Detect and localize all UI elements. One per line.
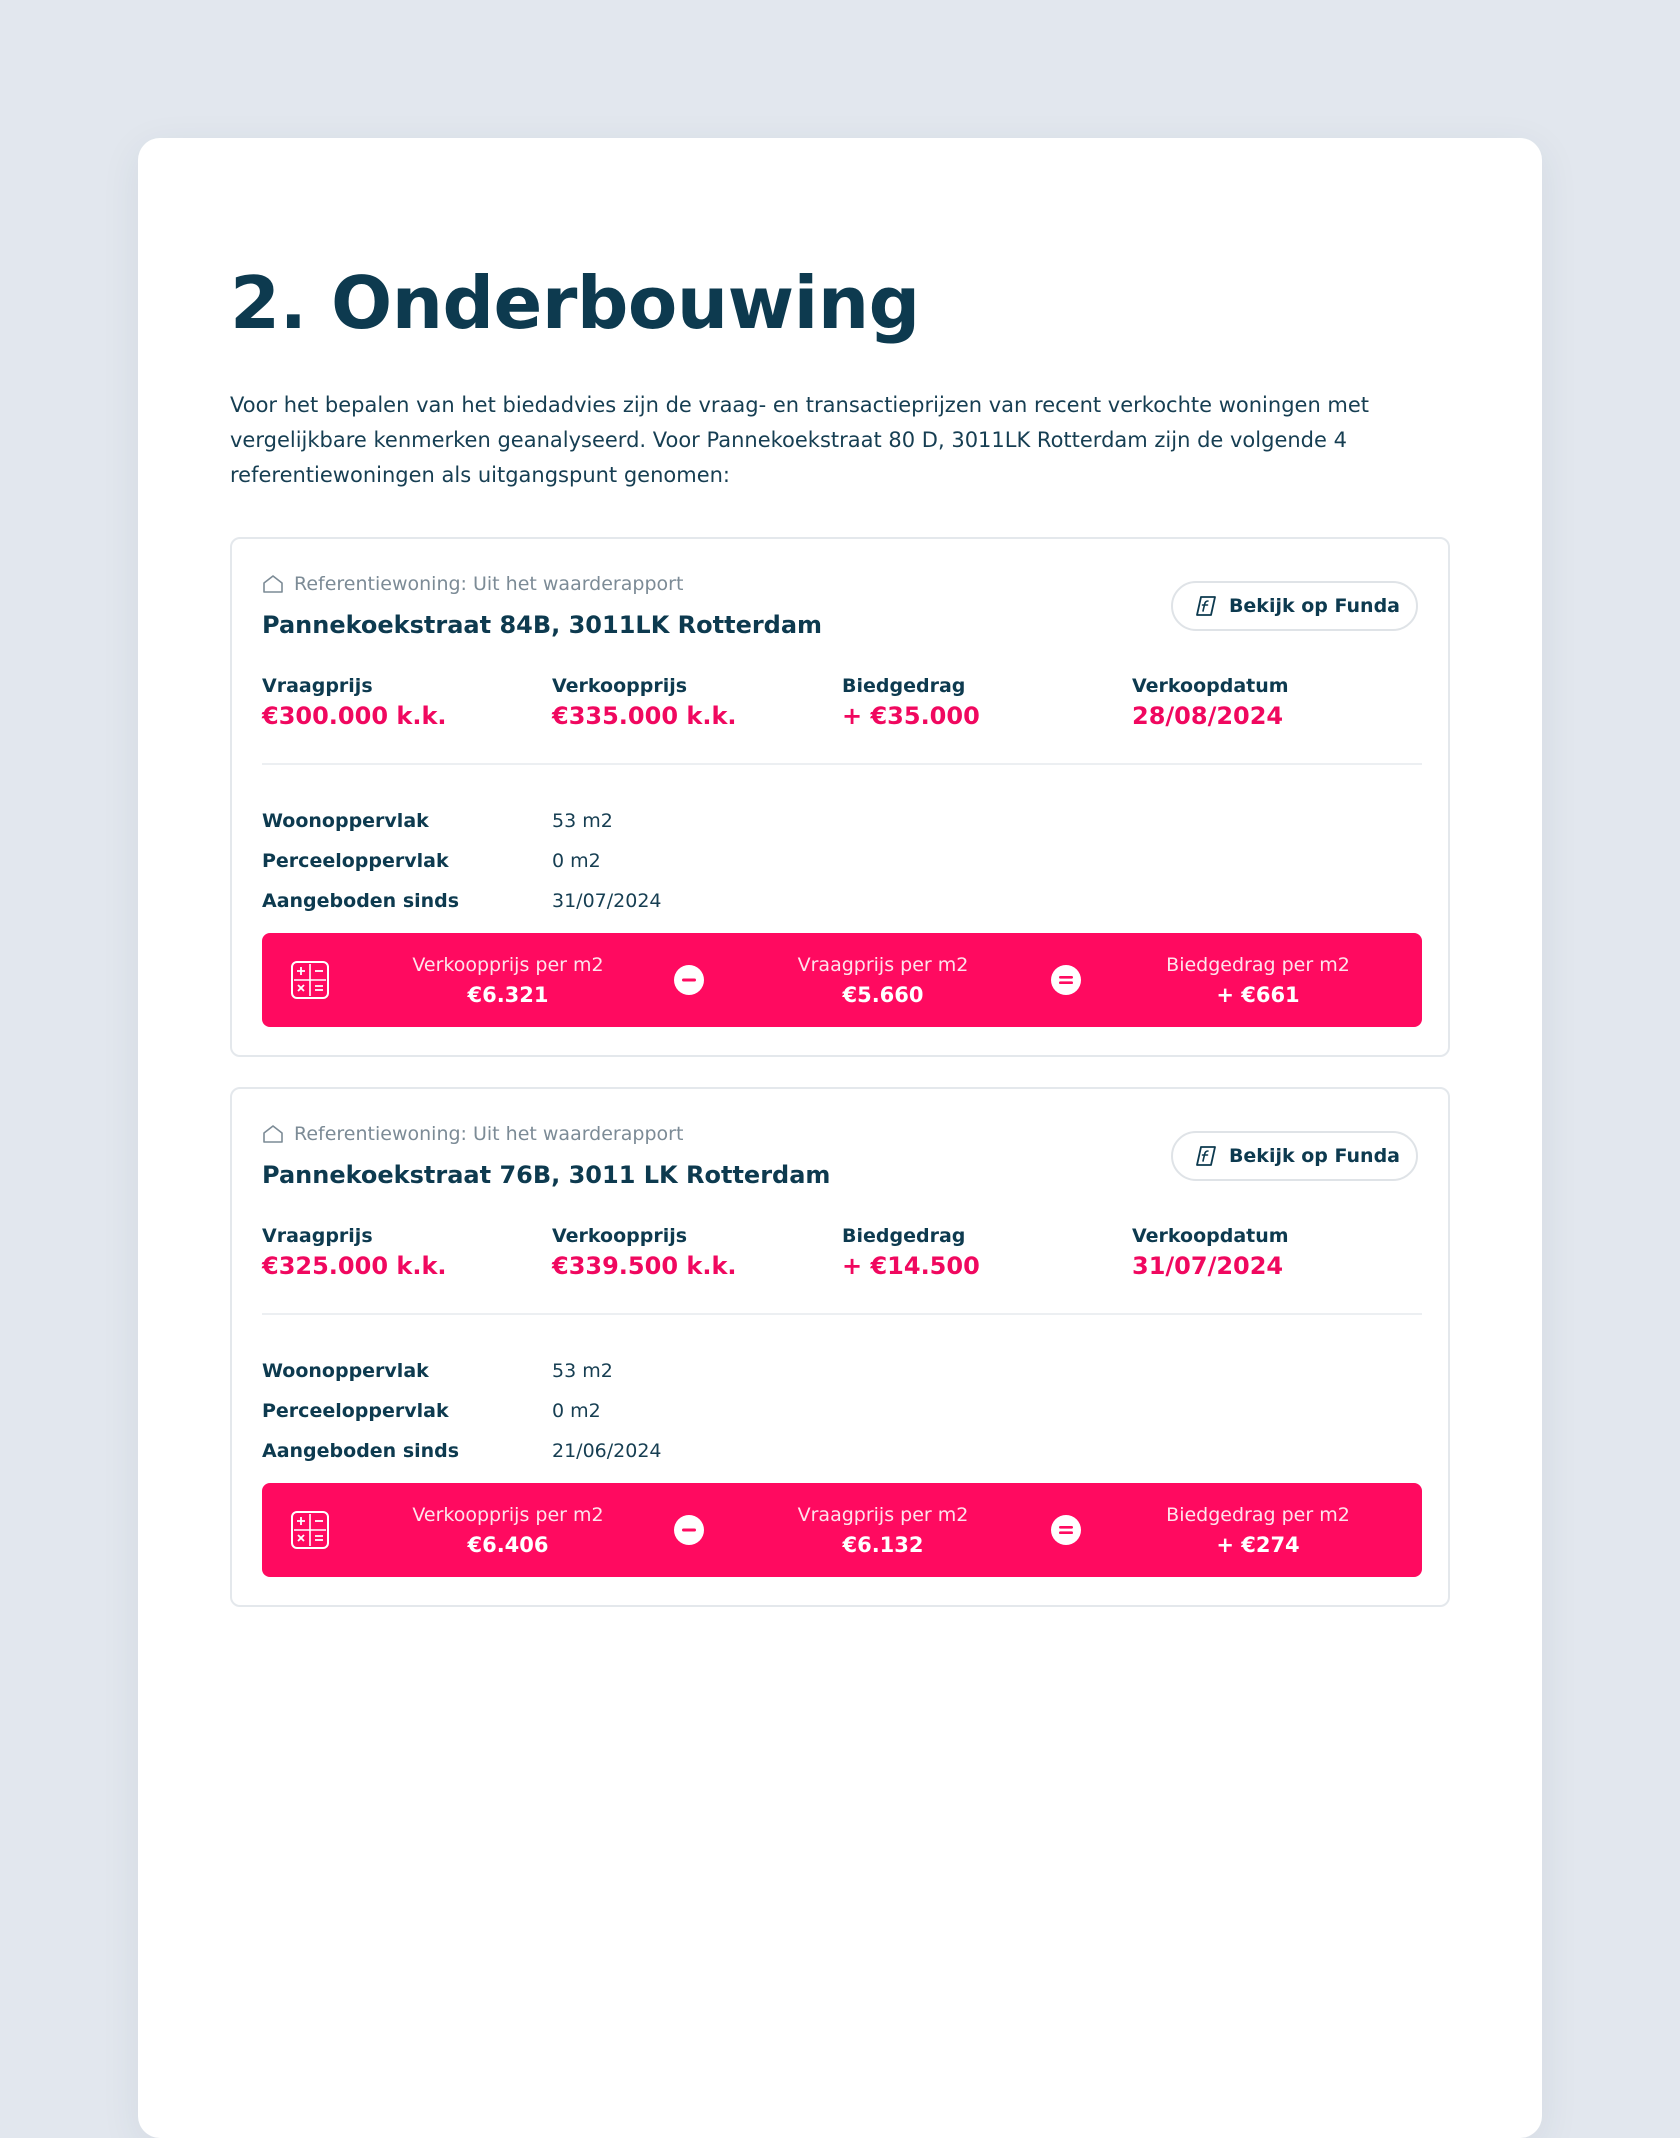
sale-price-value: €339.500 k.k. (552, 1252, 737, 1280)
property-details (262, 1351, 662, 1471)
equals-icon (1051, 1515, 1081, 1545)
equals-icon (1051, 965, 1081, 995)
reference-label-text: Referentiewoning: Uit het waarderapport (294, 1123, 684, 1145)
sale-price-m2-label: Verkoopprijs per m2 (412, 1504, 604, 1526)
reference-label-text: Referentiewoning: Uit het waarderapport (294, 573, 684, 595)
living-area-label: Woonoppervlak (262, 1360, 429, 1382)
asking-price-label: Vraagprijs (262, 1225, 373, 1247)
bid-m2-value: + €661 (1216, 983, 1300, 1007)
sale-date-label: Verkoopdatum (1132, 675, 1289, 697)
page-title: 2. Onderbouwing (230, 261, 920, 345)
sale-date-stat (1132, 673, 1422, 733)
plot-area-label: Perceeloppervlak (262, 850, 449, 872)
listed-since-row (262, 1431, 662, 1471)
sale-price-m2-value: €6.321 (467, 983, 549, 1007)
bid-amount-label: Biedgedrag (842, 675, 966, 697)
house-icon (262, 1124, 284, 1144)
bid-m2 (1128, 1501, 1388, 1561)
reference-address: Pannekoekstraat 84B, 3011LK Rotterdam (262, 611, 823, 639)
living-area-value: 53 m2 (552, 810, 613, 832)
asking-price-value: €325.000 k.k. (262, 1252, 447, 1280)
listed-since-value: 21/06/2024 (552, 1440, 662, 1462)
reference-label (262, 1123, 683, 1145)
intro-text: Voor het bepalen van het biedadvies zijn de vraag- en transactieprijzen van recent verkochte woningen met vergelijkbare kenmerken geanalyseerd. Voor Pannekoekstraat 80 D, 3011LK Rotterdam zijn de volgende 4 referentiewoningen als uitgangspunt genomen: (230, 393, 1370, 487)
living-area-row (262, 1351, 662, 1391)
plot-area-value: 0 m2 (552, 850, 601, 872)
plot-area-row (262, 1391, 662, 1431)
bid-m2 (1128, 951, 1388, 1011)
asking-price-m2 (753, 951, 1013, 1011)
calculator-icon (290, 1510, 330, 1550)
report-page (138, 138, 1542, 2138)
house-icon (262, 574, 284, 594)
asking-price-label: Vraagprijs (262, 675, 373, 697)
listed-since-label: Aangeboden sinds (262, 890, 460, 912)
sale-price-value: €335.000 k.k. (552, 702, 737, 730)
sale-date-label: Verkoopdatum (1132, 1225, 1289, 1247)
asking-price-stat (262, 673, 552, 733)
asking-price-m2-value: €5.660 (842, 983, 924, 1007)
sale-price-m2-label: Verkoopprijs per m2 (412, 954, 604, 976)
bid-amount-label: Biedgedrag (842, 1225, 966, 1247)
view-on-funda-button[interactable] (1171, 581, 1418, 631)
living-area-value: 53 m2 (552, 1360, 613, 1382)
listed-since-label: Aangeboden sinds (262, 1440, 460, 1462)
price-per-m2-calculation (262, 933, 1422, 1027)
reference-label (262, 573, 683, 595)
sale-price-stat (552, 673, 842, 733)
asking-price-m2-label: Vraagprijs per m2 (797, 1504, 969, 1526)
sale-price-m2 (378, 951, 638, 1011)
property-details (262, 801, 662, 921)
view-on-funda-button[interactable] (1171, 1131, 1418, 1181)
asking-price-value: €300.000 k.k. (262, 702, 447, 730)
view-on-funda-label: Bekijk op Funda (1228, 1145, 1400, 1167)
bid-amount-stat (842, 673, 1132, 733)
sale-date-value: 31/07/2024 (1132, 1252, 1284, 1280)
asking-price-m2-label: Vraagprijs per m2 (797, 954, 969, 976)
living-area-label: Woonoppervlak (262, 810, 429, 832)
listed-since-value: 31/07/2024 (552, 890, 662, 912)
funda-icon (1193, 1145, 1219, 1167)
bid-m2-label: Biedgedrag per m2 (1166, 1504, 1350, 1526)
bid-m2-label: Biedgedrag per m2 (1166, 954, 1350, 976)
view-on-funda-label: Bekijk op Funda (1228, 595, 1400, 617)
sale-price-m2-value: €6.406 (467, 1533, 549, 1557)
reference-card (230, 1087, 1450, 1607)
price-stats (262, 1223, 1422, 1283)
price-stats (262, 673, 1422, 733)
funda-icon (1193, 595, 1219, 617)
living-area-row (262, 801, 662, 841)
divider (262, 763, 1422, 765)
sale-price-label: Verkoopprijs (552, 1225, 688, 1247)
plot-area-label: Perceeloppervlak (262, 1400, 449, 1422)
sale-price-m2 (378, 1501, 638, 1561)
reference-card (230, 537, 1450, 1057)
asking-price-m2-value: €6.132 (842, 1533, 924, 1557)
asking-price-stat (262, 1223, 552, 1283)
bid-amount-value: + €14.500 (842, 1252, 980, 1280)
plot-area-row (262, 841, 662, 881)
bid-amount-stat (842, 1223, 1132, 1283)
minus-icon (674, 965, 704, 995)
sale-date-value: 28/08/2024 (1132, 702, 1284, 730)
section-onderbouwing (230, 258, 1450, 1607)
sale-price-label: Verkoopprijs (552, 675, 688, 697)
bid-amount-value: + €35.000 (842, 702, 980, 730)
listed-since-row (262, 881, 662, 921)
bid-m2-value: + €274 (1216, 1533, 1300, 1557)
sale-date-stat (1132, 1223, 1422, 1283)
asking-price-m2 (753, 1501, 1013, 1561)
reference-address: Pannekoekstraat 76B, 3011 LK Rotterdam (262, 1161, 831, 1189)
divider (262, 1313, 1422, 1315)
sale-price-stat (552, 1223, 842, 1283)
minus-icon (674, 1515, 704, 1545)
price-per-m2-calculation (262, 1483, 1422, 1577)
plot-area-value: 0 m2 (552, 1400, 601, 1422)
calculator-icon (290, 960, 330, 1000)
